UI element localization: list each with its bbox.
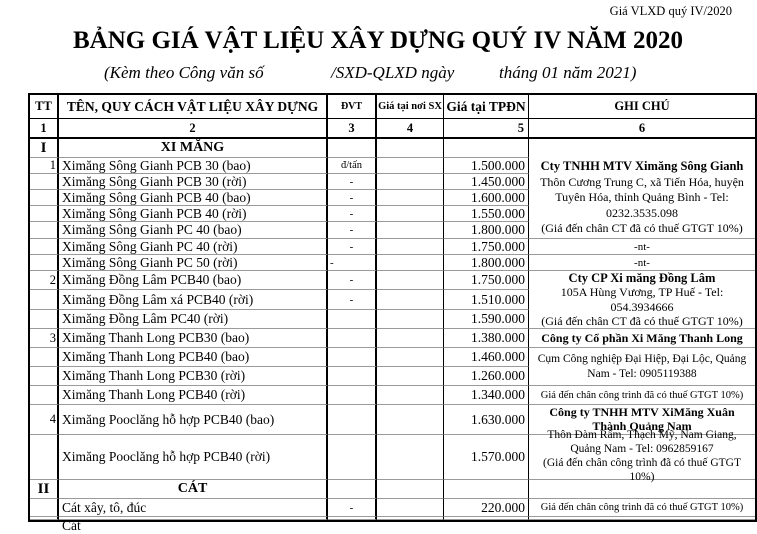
note-line: -nt- bbox=[634, 240, 650, 253]
header-price_tpdn bbox=[444, 95, 529, 119]
header-tt-label: TT bbox=[35, 99, 52, 113]
item-unit bbox=[328, 405, 377, 435]
item-price-tpdn-label: 1.600.000 bbox=[471, 189, 525, 205]
col-number-4-label: 4 bbox=[406, 120, 414, 135]
row-number bbox=[30, 290, 59, 310]
item-name bbox=[59, 158, 328, 174]
section-price-sx-cell bbox=[377, 139, 444, 158]
page-title: BẢNG GIÁ VẬT LIỆU XÂY DỰNG QUÝ IV NĂM 2020 bbox=[73, 27, 683, 54]
item-name bbox=[59, 174, 328, 190]
item-price-sx bbox=[377, 405, 444, 435]
subtitle-part-2: /SXD-QLXD ngày bbox=[331, 63, 455, 82]
col-number-3 bbox=[328, 119, 377, 139]
item-unit bbox=[328, 435, 377, 480]
item-name-label: Ximăng Thanh Long PCB30 (bao) bbox=[62, 330, 250, 345]
item-name-label: Ximăng Sông Gianh PC 50 (rời) bbox=[62, 254, 238, 270]
col-number-6 bbox=[529, 119, 755, 139]
col-number-3-label: 3 bbox=[348, 120, 355, 135]
note-line: (Giá đến chân công trình đã có thuế GTGT bbox=[543, 457, 741, 469]
item-price-tpdn-label: 1.510.000 bbox=[471, 291, 525, 307]
note-line: 10%) bbox=[629, 471, 655, 483]
item-price-tpdn-label: 1.800.000 bbox=[471, 254, 525, 270]
item-unit bbox=[328, 499, 377, 517]
item-name bbox=[59, 329, 328, 348]
item-price-sx bbox=[377, 499, 444, 517]
item-price-sx bbox=[377, 435, 444, 480]
row-number bbox=[30, 435, 59, 480]
item-price-sx bbox=[377, 174, 444, 190]
note-line: (Giá đến chân CT đã có thuế GTGT 10%) bbox=[541, 314, 743, 328]
row-number bbox=[30, 222, 59, 239]
item-unit-label: - bbox=[349, 501, 354, 514]
item-price-tpdn bbox=[444, 222, 529, 239]
note-line: -nt- bbox=[634, 256, 650, 269]
section-price-tpdn-cell bbox=[444, 480, 529, 499]
item-name bbox=[59, 190, 328, 206]
item-price-tpdn-label: 1.260.000 bbox=[471, 368, 525, 383]
item-price-tpdn bbox=[444, 239, 529, 255]
item-price-sx bbox=[377, 255, 444, 271]
item-unit bbox=[328, 206, 377, 222]
item-name bbox=[59, 271, 328, 290]
note-line: 105A Hùng Vương, TP Huế - Tel: bbox=[560, 285, 724, 299]
item-unit-label: - bbox=[349, 224, 354, 236]
item-price-tpdn bbox=[444, 367, 529, 386]
item-name bbox=[59, 206, 328, 222]
item-price-tpdn bbox=[444, 499, 529, 517]
note-line: Tuyên Hóa, thỉnh Quảng Bình - Tel: bbox=[555, 190, 729, 205]
note-line: Quảng Nam - Tel: 0962859167 bbox=[570, 443, 714, 455]
header-note-label: GHI CHÚ bbox=[614, 99, 670, 113]
header-price_sx-label: Giá tại nơi SX bbox=[378, 101, 442, 112]
item-price-sx bbox=[377, 348, 444, 367]
item-name-label: Ximăng Sông Gianh PCB 30 (bao) bbox=[62, 157, 251, 173]
item-unit bbox=[328, 255, 377, 271]
item-unit-label: - bbox=[349, 175, 354, 188]
item-price-tpdn-label: 220.000 bbox=[481, 499, 525, 515]
header-price_tpdn-label: Giá tại TPĐN bbox=[446, 98, 526, 114]
price-table bbox=[28, 93, 757, 533]
item-price-tpdn bbox=[444, 158, 529, 174]
item-unit-label: - bbox=[330, 256, 334, 269]
item-price-sx bbox=[377, 367, 444, 386]
item-price-tpdn bbox=[444, 435, 529, 480]
section-dvt-cell bbox=[328, 139, 377, 158]
note-cell bbox=[529, 517, 755, 520]
item-unit bbox=[328, 348, 377, 367]
section-title bbox=[59, 480, 328, 499]
item-price-sx bbox=[377, 310, 444, 329]
item-price-tpdn bbox=[444, 310, 529, 329]
item-unit bbox=[328, 310, 377, 329]
section-number bbox=[30, 139, 59, 158]
item-unit bbox=[328, 386, 377, 405]
item-price-tpdn-label: 1.460.000 bbox=[471, 349, 525, 364]
header-note bbox=[529, 95, 755, 119]
item-name bbox=[59, 255, 328, 271]
note-cell bbox=[529, 239, 755, 255]
note-line: Công ty TNHH MTV XiMăng Xuân Thành Quảng Nam bbox=[549, 405, 735, 433]
item-unit bbox=[328, 239, 377, 255]
corner-note: Giá VLXD quý IV/2020 bbox=[609, 4, 732, 18]
note-line: Công ty Cổ phần Xi Măng Thanh Long bbox=[541, 330, 743, 345]
item-name-label: Ximăng Sông Gianh PCB 30 (rời) bbox=[62, 173, 247, 189]
row-number bbox=[30, 329, 59, 348]
item-price-tpdn-label: 1.590.000 bbox=[471, 311, 525, 326]
col-number-6-label: 6 bbox=[638, 120, 646, 135]
item-name bbox=[59, 386, 328, 405]
item-price-tpdn bbox=[444, 290, 529, 310]
section-number-label: I bbox=[40, 139, 47, 156]
row-number bbox=[30, 348, 59, 367]
col-number-1-label: 1 bbox=[40, 120, 47, 135]
item-price-tpdn-label: 1.800.000 bbox=[471, 222, 525, 237]
section-dvt-cell bbox=[328, 480, 377, 499]
item-price-tpdn bbox=[444, 348, 529, 367]
item-name bbox=[59, 290, 328, 310]
note-cell bbox=[529, 348, 755, 386]
item-price-tpdn bbox=[444, 206, 529, 222]
item-name-label: Ximăng Thanh Long PCB40 (rời) bbox=[62, 387, 246, 402]
item-price-sx bbox=[377, 386, 444, 405]
row-number bbox=[30, 310, 59, 329]
row-number bbox=[30, 386, 59, 405]
item-name bbox=[59, 405, 328, 435]
note-line: 0232.3535.098 bbox=[606, 205, 678, 220]
section-price-tpdn-cell bbox=[444, 139, 529, 158]
row-number-label: 3 bbox=[49, 330, 56, 345]
item-price-sx bbox=[377, 158, 444, 174]
subtitle-part-3: tháng 01 năm 2021) bbox=[499, 63, 637, 82]
col-number-1 bbox=[30, 119, 59, 139]
row-number bbox=[30, 158, 59, 174]
item-price-tpdn-label: 1.570.000 bbox=[471, 449, 525, 464]
item-name bbox=[59, 499, 328, 517]
item-price-tpdn-label: 1.630.000 bbox=[471, 411, 525, 427]
note-line: Cụm Công nghiệp Đại Hiệp, Đại Lộc, Quảng Nam - Tel: 0905119388 bbox=[537, 353, 747, 380]
item-unit-label: - bbox=[349, 274, 354, 286]
item-name-label: Ximăng Sông Gianh PCB 40 (bao) bbox=[62, 189, 251, 205]
note-cell bbox=[529, 429, 755, 483]
col-number-5 bbox=[444, 119, 529, 139]
item-name-label: Ximăng Đồng Lâm PC40 (rời) bbox=[62, 311, 229, 326]
item-unit-label: đ/tấn bbox=[341, 160, 362, 171]
section-title-label: CÁT bbox=[177, 481, 208, 496]
row-number-label: 1 bbox=[49, 158, 56, 172]
note-cell bbox=[529, 255, 755, 271]
header-price_sx bbox=[377, 95, 444, 119]
item-price-sx bbox=[377, 222, 444, 239]
item-name-label: Ximăng Sông Gianh PC 40 (rời) bbox=[62, 238, 238, 254]
item-price-tpdn-label: 1.750.000 bbox=[471, 238, 525, 254]
item-name-label: Ximăng Đồng Lâm xá PCB40 (rời) bbox=[62, 291, 254, 307]
note-line: Giá đến chân công trình đã có thuế GTGT 10%) bbox=[540, 389, 744, 401]
header-name-label: TÊN, QUY CÁCH VẬT LIỆU XÂY DỰNG bbox=[66, 98, 319, 114]
item-price-tpdn bbox=[444, 517, 529, 520]
note-cell bbox=[529, 499, 755, 517]
header-name bbox=[59, 95, 328, 119]
section-number bbox=[30, 480, 59, 499]
item-name bbox=[59, 517, 328, 533]
note-line: Thôn Đàm Rấm, Thạch Mỹ, Nam Giang, bbox=[547, 429, 737, 441]
item-price-tpdn bbox=[444, 405, 529, 435]
note-cell bbox=[529, 480, 755, 499]
row-number bbox=[30, 367, 59, 386]
section-number-label: II bbox=[37, 480, 50, 497]
item-price-tpdn-label: 1.380.000 bbox=[471, 330, 525, 345]
col-number-2-label: 2 bbox=[189, 120, 196, 135]
note-line: Cty TNHH MTV Ximăng Sông Gianh bbox=[540, 159, 744, 174]
row-number-label: 4 bbox=[49, 412, 56, 426]
row-number bbox=[30, 499, 59, 517]
item-name bbox=[59, 435, 328, 480]
item-price-sx bbox=[377, 271, 444, 290]
item-unit bbox=[328, 174, 377, 190]
item-name-label: Ximăng Thanh Long PCB30 (rời) bbox=[62, 368, 246, 383]
item-unit bbox=[328, 222, 377, 239]
note-line: 054.3934666 bbox=[610, 299, 674, 314]
item-price-tpdn-label: 1.500.000 bbox=[471, 157, 525, 173]
row-number-label: 2 bbox=[49, 272, 56, 287]
item-name bbox=[59, 222, 328, 239]
item-price-sx bbox=[377, 190, 444, 206]
item-unit bbox=[328, 158, 377, 174]
note-line: Cty CP Xi măng Đồng Lâm bbox=[568, 270, 716, 285]
item-name-label: Ximăng Thanh Long PCB40 (bao) bbox=[62, 349, 250, 364]
item-price-tpdn bbox=[444, 255, 529, 271]
note-line: Thôn Cương Trung C, xã Tiến Hóa, huyện bbox=[540, 174, 744, 189]
subtitle-part-1: (Kèm theo Công văn số bbox=[104, 63, 264, 82]
note-line: (Giá đến chân CT đã có thuế GTGT 10%) bbox=[541, 221, 743, 236]
header-dvt bbox=[328, 95, 377, 119]
item-price-tpdn bbox=[444, 271, 529, 290]
item-name bbox=[59, 367, 328, 386]
item-name-label: Ximăng Sông Gianh PC 40 (bao) bbox=[62, 222, 242, 237]
item-price-sx bbox=[377, 290, 444, 310]
item-price-tpdn bbox=[444, 174, 529, 190]
item-name-label: Ximăng Sông Gianh PCB 40 (rời) bbox=[62, 205, 247, 221]
item-price-tpdn bbox=[444, 190, 529, 206]
note-line: Giá đến chân công trình đã có thuế GTGT 10%) bbox=[540, 502, 744, 513]
item-name bbox=[59, 310, 328, 329]
item-price-tpdn-label: 1.450.000 bbox=[471, 173, 525, 189]
item-name-label: Cát xây, tô, đúc bbox=[62, 499, 147, 515]
item-unit bbox=[328, 190, 377, 206]
item-price-tpdn bbox=[444, 329, 529, 348]
row-number bbox=[30, 239, 59, 255]
item-price-sx bbox=[377, 329, 444, 348]
col-number-2 bbox=[59, 119, 328, 139]
item-price-tpdn-label: 1.750.000 bbox=[471, 272, 525, 287]
row-number bbox=[30, 255, 59, 271]
item-name-label: Ximăng Pooclăng hỗ hợp PCB40 (bao) bbox=[62, 411, 275, 427]
note-cell bbox=[529, 386, 755, 405]
col-number-5-label: 5 bbox=[517, 120, 524, 135]
row-number bbox=[30, 271, 59, 290]
section-title bbox=[59, 139, 328, 158]
item-unit-label: - bbox=[349, 191, 354, 204]
item-unit-label: - bbox=[349, 207, 354, 220]
header-dvt-label: ĐVT bbox=[340, 101, 363, 112]
item-price-tpdn bbox=[444, 386, 529, 405]
item-price-sx bbox=[377, 517, 444, 520]
row-number bbox=[30, 190, 59, 206]
item-unit bbox=[328, 290, 377, 310]
item-name-label: Ximăng Đồng Lâm PCB40 (bao) bbox=[62, 272, 242, 287]
header-tt bbox=[30, 95, 59, 119]
item-price-tpdn-label: 1.340.000 bbox=[471, 387, 525, 402]
item-price-tpdn-label: 1.550.000 bbox=[471, 205, 525, 221]
section-price-sx-cell bbox=[377, 480, 444, 499]
section-title-label: XI MĂNG bbox=[160, 140, 225, 155]
item-price-sx bbox=[377, 239, 444, 255]
item-unit bbox=[328, 517, 377, 520]
item-unit-label: - bbox=[349, 240, 354, 253]
row-number bbox=[30, 174, 59, 190]
row-number bbox=[30, 206, 59, 222]
col-number-4 bbox=[377, 119, 444, 139]
note-cell bbox=[529, 329, 755, 348]
note-cell bbox=[529, 271, 755, 329]
row-number bbox=[30, 405, 59, 435]
item-unit bbox=[328, 367, 377, 386]
item-unit bbox=[328, 329, 377, 348]
item-name bbox=[59, 239, 328, 255]
item-name-label: Ximăng Pooclăng hỗ hợp PCB40 (rời) bbox=[62, 449, 271, 464]
row-number bbox=[30, 517, 59, 520]
item-name-label: Cát bbox=[62, 518, 81, 533]
item-price-sx bbox=[377, 206, 444, 222]
item-name bbox=[59, 348, 328, 367]
item-unit-label: - bbox=[349, 293, 354, 306]
note-cell bbox=[529, 158, 755, 239]
item-unit bbox=[328, 271, 377, 290]
